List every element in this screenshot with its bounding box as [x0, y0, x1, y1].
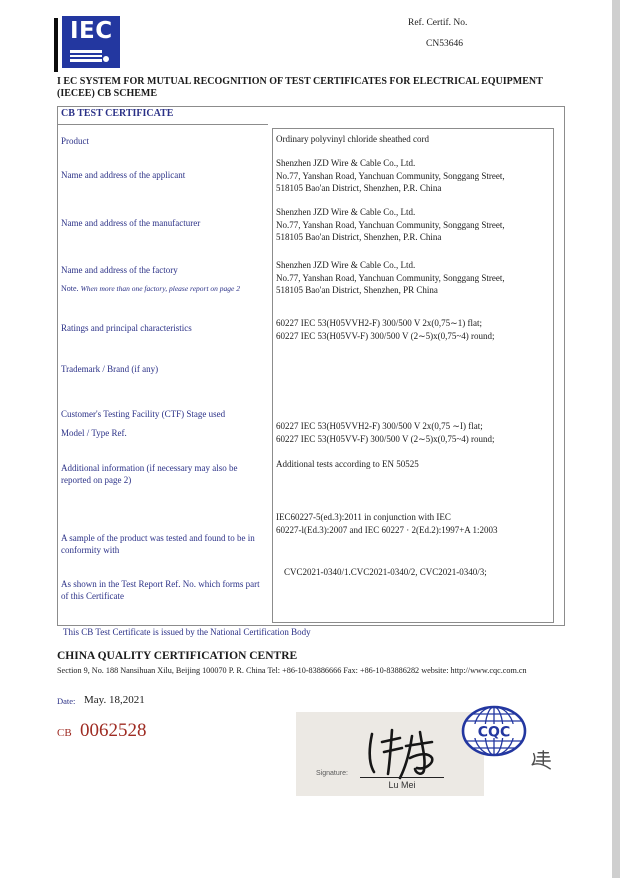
label-factory-note: [61, 283, 240, 295]
label-manufacturer: Name and address of the manufacturer: [61, 218, 201, 228]
value-ratings-line: 60227 IEC 53(H05VVH2-F) 300/500 V 2x(0,75∼1) flat;: [276, 318, 482, 328]
scan-edge-strip: [612, 0, 620, 878]
value-factory: [276, 259, 550, 297]
value-conformity: [276, 511, 550, 536]
value-model-line: 60227 IEC 53(H05VVH2-F) 300/500 V 2x(0,75 ∼I) flat;: [276, 421, 483, 431]
stamp-character-jian: [530, 750, 552, 772]
cqc-logo-text: CQC: [477, 724, 511, 741]
value-factory-line: Shenzhen JZD Wire & Cable Co., Ltd.: [276, 260, 416, 270]
iec-logo-line: [70, 59, 102, 62]
value-applicant-line: No.77, Yanshan Road, Yanchuan Community, Songgang Street,: [276, 170, 505, 181]
cb-number: 0062528: [80, 720, 147, 741]
signatory-name: Lu Mei: [388, 780, 416, 790]
iec-logo-line: [70, 55, 102, 58]
value-manufacturer-line: No.77, Yanshan Road, Yanchuan Community, Songgang Street,: [276, 219, 505, 230]
value-conformity-line: 60227-l(Ed.3):2007 and IEC 60227 · 2(Ed.2):1997+A 1:2003: [276, 524, 498, 535]
signature-line: [360, 777, 444, 778]
handwritten-signature: [358, 728, 446, 780]
ncb-name: CHINA QUALITY CERTIFICATION CENTRE: [57, 650, 298, 662]
label-model: Model / Type Ref.: [61, 428, 127, 438]
iec-logo-text: IEC: [70, 18, 113, 44]
value-test-report: CVC2021-0340/1.CVC2021-0340/2, CVC2021-0340/3;: [284, 567, 487, 577]
label-test-report: As shown in the Test Report Ref. No. which forms part of this Certificate: [61, 579, 260, 601]
factory-note-text: When more than one factory, please report on page 2: [80, 284, 240, 293]
value-ratings: [276, 317, 550, 342]
value-product: Ordinary polyvinyl chloride sheathed cord: [276, 134, 429, 144]
scheme-title-line1: I EC SYSTEM FOR MUTUAL RECOGNITION OF TEST CERTIFICATES FOR ELECTRICAL EQUIPMENT: [57, 76, 543, 87]
signature-label: Signature:: [316, 770, 348, 777]
issued-by-text: This CB Test Certificate is issued by the National Certification Body: [63, 627, 311, 637]
ref-certif-label: Ref. Certif. No.: [408, 18, 468, 28]
label-ratings: Ratings and principal characteristics: [61, 323, 192, 333]
label-ctf: Customer's Testing Facility (CTF) Stage used: [61, 409, 226, 419]
value-applicant-line: 518105 Bao'an District, Shenzhen, P.R. China: [276, 183, 442, 193]
value-manufacturer: [276, 206, 550, 244]
value-manufacturer-line: Shenzhen JZD Wire & Cable Co., Ltd.: [276, 207, 416, 217]
ref-certif-value: CN53646: [426, 39, 463, 49]
label-trademark: Trademark / Brand (if any): [61, 364, 159, 374]
value-column-box: [272, 128, 554, 623]
iec-logo: [54, 16, 124, 74]
value-model-line: 60227 IEC 53(H05VV-F) 300/500 V (2∼5)x(0,75~4) round;: [276, 433, 495, 444]
value-applicant: [276, 157, 550, 195]
value-conformity-line: IEC60227-5(ed.3):2011 in conjunction with IEC: [276, 512, 451, 522]
date-label: Date:: [57, 696, 76, 706]
value-additional-info: Additional tests according to EN 50525: [276, 459, 419, 469]
label-applicant: Name and address of the applicant: [61, 170, 186, 180]
label-factory: Name and address of the factory: [61, 265, 178, 275]
certificate-title: CB TEST CERTIFICATE: [61, 108, 174, 119]
value-factory-line: No.77, Yanshan Road, Yanchuan Community, Songgang Street,: [276, 272, 505, 283]
factory-note-prefix: Note.: [61, 284, 79, 293]
iec-logo-line: [70, 50, 102, 53]
date-value: May. 18,2021: [84, 694, 145, 706]
value-applicant-line: Shenzhen JZD Wire & Cable Co., Ltd.: [276, 158, 416, 168]
signature-area: [296, 712, 484, 796]
iec-logo-dot: [103, 56, 109, 62]
value-manufacturer-line: 518105 Bao'an District, Shenzhen, P.R. China: [276, 232, 442, 242]
cqc-logo: [460, 705, 528, 757]
label-conformity: A sample of the product was tested and found to be in conformity with: [61, 533, 255, 555]
iec-logo-spine: [54, 18, 58, 72]
cb-prefix: CB: [57, 727, 72, 739]
ncb-address: Section 9, No. 188 Nansihuan Xilu, Beijing 100070 P. R. China Tel: +86-10-83886666 Fax: +86-10-83886282 website: http://www.cqc.com.cn: [57, 666, 527, 675]
certificate-header-divider: [57, 124, 268, 125]
iec-logo-square: [62, 16, 120, 68]
value-model: [276, 420, 550, 445]
label-product: Product: [61, 136, 89, 146]
label-additional-info: Additional information (if necessary may also be reported on page 2): [61, 463, 238, 485]
value-ratings-line: 60227 IEC 53(H05VV-F) 300/500 V (2∼5)x(0,75~4) round;: [276, 330, 495, 341]
value-factory-line: 518105 Bao'an District, Shenzhen, PR China: [276, 285, 438, 295]
scheme-title-line2: (IECEE) CB SCHEME: [57, 88, 158, 99]
